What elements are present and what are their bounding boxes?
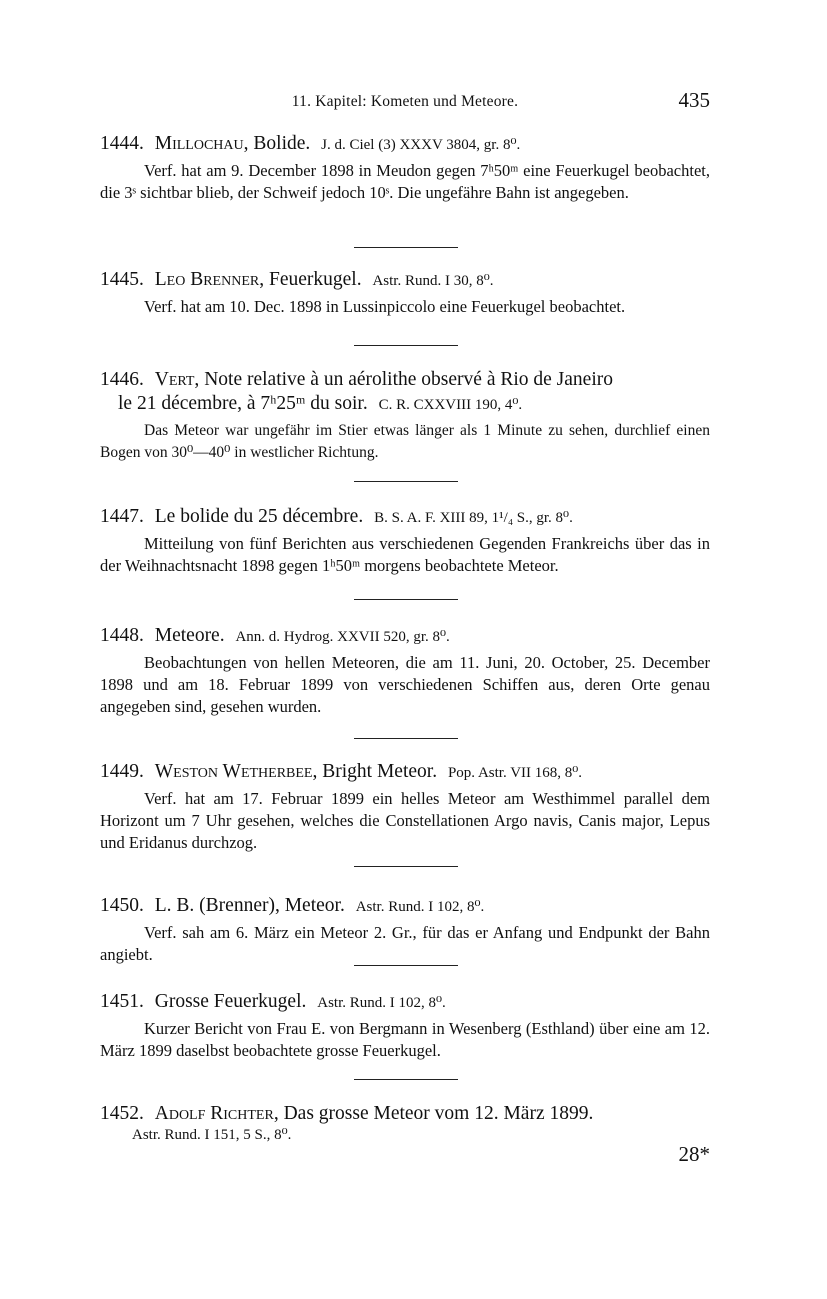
separator-rule xyxy=(354,738,458,739)
separator-rule xyxy=(354,345,458,346)
entry-heading xyxy=(100,624,710,649)
entry-1444 xyxy=(100,132,710,204)
entry-reference: J. d. Ciel (3) XXXV 3804, gr. 8⁰. xyxy=(321,137,521,153)
entry-heading xyxy=(100,894,710,919)
entry-reference: Astr. Rund. I 102, 8⁰. xyxy=(355,899,485,915)
entry-author: Vert, xyxy=(154,369,200,390)
signature-mark: 28* xyxy=(678,1142,710,1166)
entry-text: Kurzer Bericht von Frau E. von Bergmann in Wesenberg (Esthland) über eine am 12. März 1899 daselbst beobachtete grosse Feuerkugel. xyxy=(100,1019,710,1060)
entry-number: 1446. xyxy=(100,369,144,390)
entry-reference: B. S. A. F. XIII 89, 1¹/₄ S., gr. 8⁰. xyxy=(374,510,573,526)
entry-title: Grosse Feuerkugel. xyxy=(154,991,307,1012)
entry-heading xyxy=(100,990,710,1015)
separator-rule xyxy=(354,599,458,600)
entry-reference: Astr. Rund. I 151, 5 S., 8⁰. xyxy=(132,1127,292,1143)
separator-rule xyxy=(354,247,458,248)
entry-title: Note relative à un aérolithe observé à Rio de Janeiro xyxy=(204,369,613,390)
entry-title: Bright Meteor. xyxy=(322,761,438,782)
running-title: 11. Kapitel: Kometen und Meteore. xyxy=(291,93,519,110)
entry-reference: Ann. d. Hydrog. XXVII 520, gr. 8⁰. xyxy=(235,629,450,645)
entry-1451 xyxy=(100,990,710,1062)
entry-title: L. B. (Brenner), Meteor. xyxy=(154,895,345,916)
entry-heading xyxy=(100,368,710,392)
entry-heading xyxy=(100,268,710,293)
entry-title: Meteore. xyxy=(154,625,225,646)
entry-heading xyxy=(100,760,710,785)
entry-1445 xyxy=(100,268,710,318)
entry-1448 xyxy=(100,624,710,718)
entry-reference: Astr. Rund. I 30, 8⁰. xyxy=(372,273,494,289)
entry-author: Weston Wetherbee, xyxy=(154,761,318,782)
entry-text: Verf. hat am 10. Dec. 1898 in Lussinpiccolo eine Feuerkugel beobachtet. xyxy=(144,297,626,316)
entry-1447 xyxy=(100,505,710,577)
entry-heading xyxy=(100,132,710,157)
entry-author: Millochau, xyxy=(154,133,249,154)
entry-text: Verf. sah am 6. März ein Meteor 2. Gr., für das er Anfang und Endpunkt der Bahn angiebt. xyxy=(100,923,710,964)
entry-heading xyxy=(100,1102,710,1126)
separator-rule xyxy=(354,866,458,867)
entry-text: Verf. hat am 9. December 1898 in Meudon gegen 7ʰ50ᵐ eine Feuerkugel beobachtet, die 3ˢ sichtbar blieb, der Schweif jedoch 10ˢ. Die ungefähre Bahn ist angegeben. xyxy=(100,161,710,202)
entry-number: 1448. xyxy=(100,625,144,646)
entry-number: 1445. xyxy=(100,269,144,290)
entry-reference: Astr. Rund. I 102, 8⁰. xyxy=(317,995,446,1011)
entry-reference: Pop. Astr. VII 168, 8⁰. xyxy=(447,765,583,781)
page-number: 435 xyxy=(678,88,710,112)
entry-text: Das Meteor war ungefähr im Stier etwas länger als 1 Minute zu sehen, durchlief einen Bogen von 30⁰—40⁰ in westlicher Richtung. xyxy=(100,422,710,461)
separator-rule xyxy=(354,481,458,482)
entry-number: 1449. xyxy=(100,761,144,782)
entry-1449 xyxy=(100,760,710,854)
entry-reference: C. R. CXXVIII 190, 4⁰. xyxy=(378,397,523,413)
entry-number: 1444. xyxy=(100,133,144,154)
entry-heading xyxy=(100,505,710,530)
entry-1452 xyxy=(100,1102,710,1126)
entry-1446 xyxy=(100,368,710,463)
entry-text: Verf. hat am 17. Februar 1899 ein helles Meteor am Westhimmel parallel dem Horizont um 7 Uhr gesehen, welches die Constellationen Argo navis, Canis major, Lepus und Eridanus durchzog. xyxy=(100,789,710,852)
entry-title: Feuerkugel. xyxy=(268,269,362,290)
entry-text: Beobachtungen von hellen Meteoren, die am 11. Juni, 20. October, 25. December 1898 und am 18. Februar 1899 von verschiedenen Schiffen aus, deren Orte genau angegeben sind, gesehen wurden. xyxy=(100,653,710,716)
entry-title-continued: le 21 décembre, à 7ʰ25ᵐ du soir. xyxy=(118,393,368,414)
entry-number: 1451. xyxy=(100,991,144,1012)
running-head xyxy=(100,88,710,114)
entry-1450 xyxy=(100,894,710,966)
entry-author: Leo Brenner, xyxy=(154,269,265,290)
entry-text: Mitteilung von fünf Berichten aus verschiedenen Gegenden Frankreichs über das in der Weihnachtsnacht 1898 gegen 1ʰ50ᵐ morgens beobachtete Meteor. xyxy=(100,534,710,575)
entry-title: Le bolide du 25 décembre. xyxy=(154,506,364,527)
separator-rule xyxy=(354,1079,458,1080)
entry-number: 1450. xyxy=(100,895,144,916)
entry-title: Bolide. xyxy=(253,133,311,154)
separator-rule xyxy=(354,965,458,966)
entry-number: 1447. xyxy=(100,506,144,527)
entry-author: Adolf Richter, xyxy=(154,1103,279,1124)
entry-title: Das grosse Meteor vom 12. März 1899. xyxy=(283,1103,594,1124)
entry-heading-continued xyxy=(100,392,710,417)
entry-number: 1452. xyxy=(100,1103,144,1124)
